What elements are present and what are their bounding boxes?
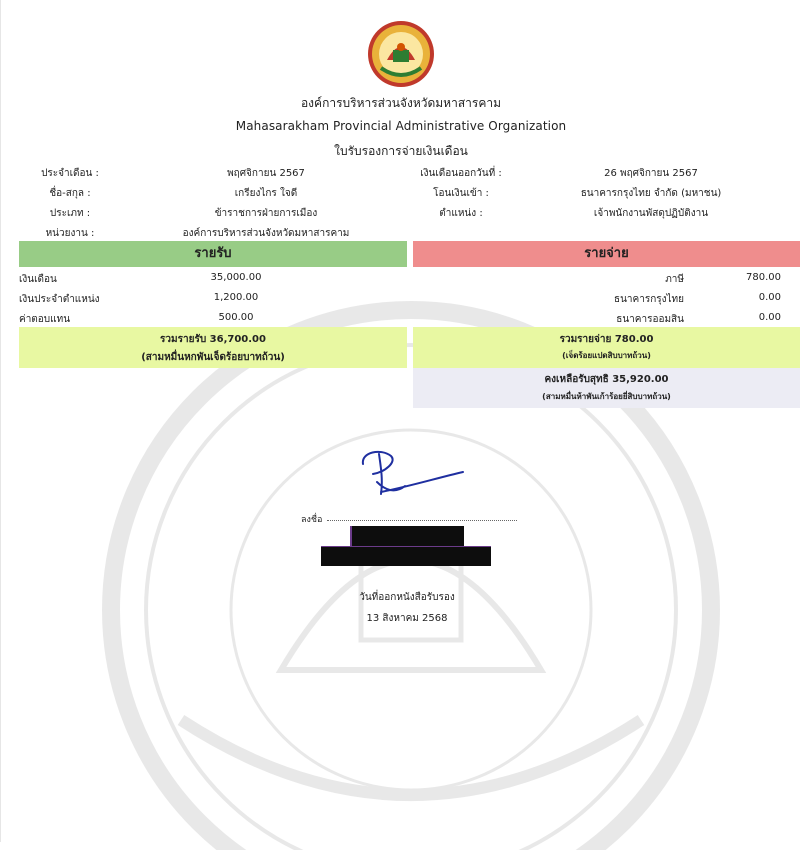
signature-line xyxy=(327,520,517,521)
expense-item-label: ธนาคารกรุงไทย xyxy=(613,294,684,305)
expense-total-words: (เจ็ดร้อยแปดสิบบาทถ้วน) xyxy=(562,351,651,360)
issue-date-label: วันที่ออกหนังสือรับรอง xyxy=(359,592,455,603)
income-total: รวมรายรับ 36,700.00 xyxy=(160,334,266,345)
income-item-label: ค่าตอบแทน xyxy=(19,314,71,325)
signature-icon xyxy=(351,446,471,502)
redacted-position-block xyxy=(321,546,491,566)
issue-date-value: 13 สิงหาคม 2568 xyxy=(366,613,448,624)
income-heading: รายรับ xyxy=(19,241,407,267)
document-title: ใบรับรองการจ่ายเงินเดือน xyxy=(334,144,468,158)
expense-total: รวมรายจ่าย 780.00 xyxy=(559,334,654,345)
income-total-words: (สามหมื่นหกพันเจ็ดร้อยบาทถ้วน) xyxy=(141,352,285,363)
income-total-box xyxy=(19,327,407,368)
type-value: ข้าราชการฝ่ายการเมือง xyxy=(214,208,318,219)
expense-item-value: 780.00 xyxy=(746,272,781,283)
expense-item-label: ภาษี xyxy=(665,274,684,285)
net-pay-words: (สามหมื่นห้าพันเก้าร้อยยี่สิบบาทถ้วน) xyxy=(542,392,671,401)
org-name-thai: องค์การบริหารส่วนจังหวัดมหาสารคาม xyxy=(300,96,502,110)
unit-label: หน่วยงาน : xyxy=(45,228,95,239)
name-label: ชื่อ-สกุล : xyxy=(49,188,91,199)
type-label: ประเภท : xyxy=(49,208,91,219)
transfer-value: ธนาคารกรุงไทย จำกัด (มหาชน) xyxy=(580,188,722,199)
income-item-value: 35,000.00 xyxy=(210,272,262,283)
position-value: เจ้าพนักงานพัสดุปฏิบัติงาน xyxy=(593,208,709,219)
unit-value: องค์การบริหารส่วนจังหวัดมหาสารคาม xyxy=(182,228,350,239)
expense-item-value: 0.00 xyxy=(758,292,781,303)
expense-item-value: 0.00 xyxy=(758,312,781,323)
transfer-label: โอนเงินเข้า : xyxy=(433,188,489,199)
month-label: ประจำเดือน : xyxy=(41,168,99,179)
month-value: พฤศจิกายน 2567 xyxy=(227,168,305,179)
expense-total-box xyxy=(413,327,800,368)
org-name-english: Mahasarakham Provincial Administrative Organization xyxy=(235,119,567,133)
redacted-name-block xyxy=(350,526,464,547)
name-value: เกรียงไกร ใจดี xyxy=(234,188,298,199)
org-logo-icon xyxy=(367,20,435,88)
net-pay-amount: คงเหลือรับสุทธิ 35,920.00 xyxy=(544,374,669,385)
income-item-label: เงินเดือน xyxy=(19,274,57,285)
pay-date-value: 26 พฤศจิกายน 2567 xyxy=(604,168,698,179)
income-item-label: เงินประจำตำแหน่ง xyxy=(19,294,100,305)
signature-label: ลงชื่อ xyxy=(301,515,323,525)
position-label: ตำแหน่ง : xyxy=(439,208,483,219)
income-item-value: 500.00 xyxy=(218,312,254,323)
income-item-value: 1,200.00 xyxy=(213,292,259,303)
expense-item-label: ธนาคารออมสิน xyxy=(616,314,684,325)
pay-date-label: เงินเดือนออกวันที่ : xyxy=(420,168,502,179)
net-pay-box xyxy=(413,368,800,408)
expense-heading: รายจ่าย xyxy=(413,241,800,267)
